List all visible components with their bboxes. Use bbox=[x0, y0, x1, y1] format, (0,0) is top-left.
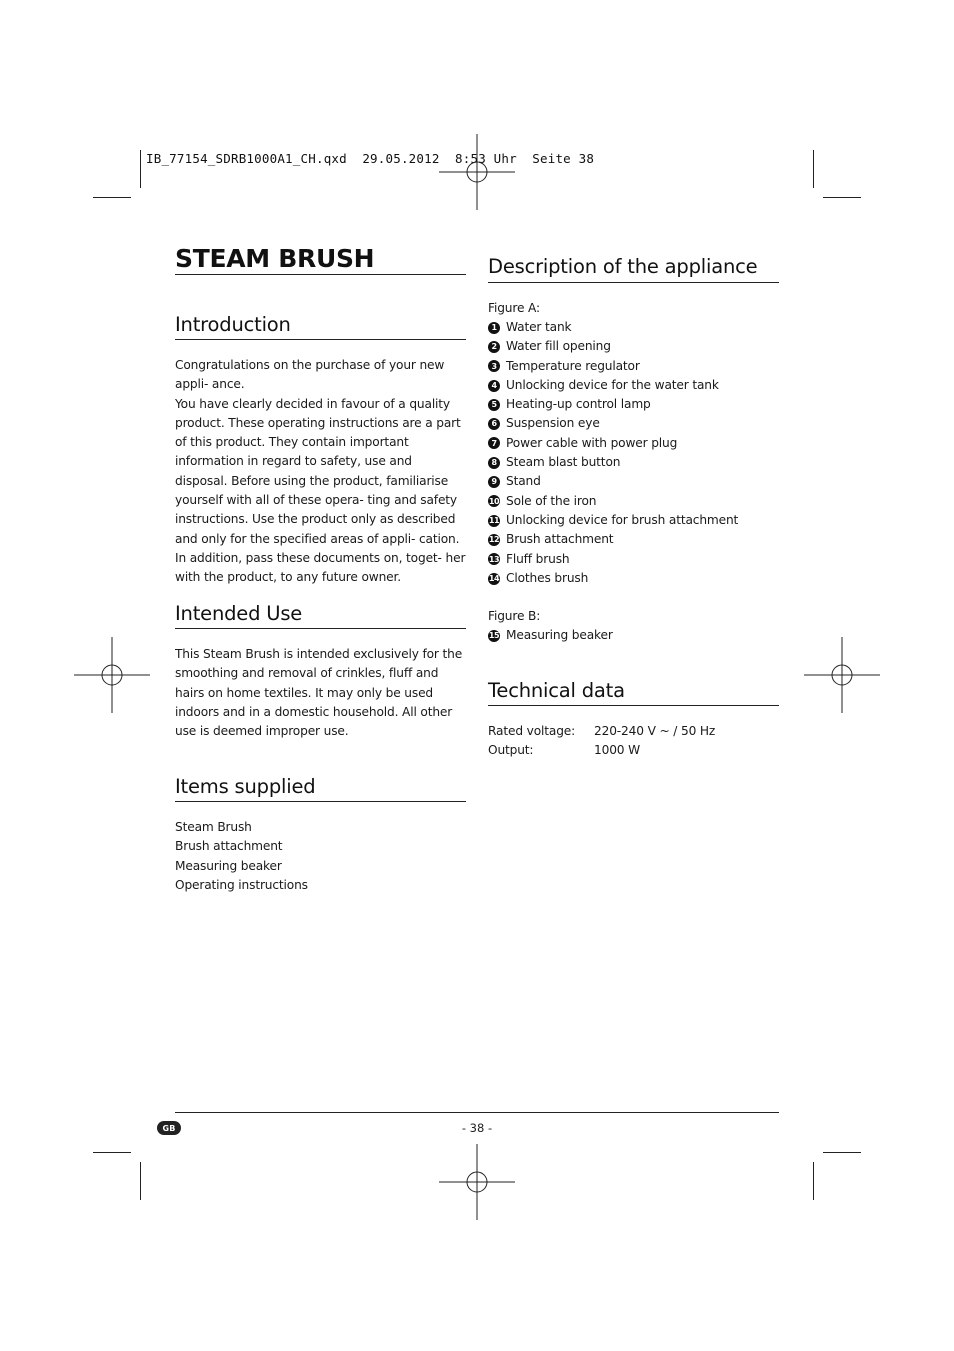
footer-rule bbox=[175, 1112, 779, 1113]
language-badge: GB bbox=[157, 1121, 181, 1135]
registration-mark-icon bbox=[439, 1144, 515, 1220]
part-label: Measuring beaker bbox=[506, 628, 613, 642]
description-heading: Description of the appliance bbox=[488, 255, 758, 278]
part-list-item bbox=[488, 550, 779, 569]
introduction-heading: Introduction bbox=[175, 313, 291, 336]
crop-mark bbox=[140, 1162, 141, 1200]
crop-mark bbox=[823, 197, 861, 198]
part-list-item bbox=[488, 434, 779, 453]
list-item: Measuring beaker bbox=[175, 858, 282, 873]
figure-a-parts-list bbox=[488, 318, 779, 588]
technical-data-row bbox=[488, 722, 779, 741]
technical-data-heading: Technical data bbox=[488, 679, 625, 702]
part-number-badge: 15 bbox=[488, 631, 500, 640]
part-list-item bbox=[488, 395, 779, 414]
part-number-badge: 3 bbox=[488, 360, 500, 372]
part-list-item bbox=[488, 453, 779, 472]
intended-use-rule bbox=[175, 628, 466, 629]
crop-mark bbox=[813, 1162, 814, 1200]
part-list-item bbox=[488, 376, 779, 395]
part-label: Sole of the iron bbox=[506, 493, 597, 508]
part-number-badge: 8 bbox=[488, 457, 500, 469]
crop-mark bbox=[823, 1152, 861, 1153]
part-list-item bbox=[488, 337, 779, 356]
intended-use-heading: Intended Use bbox=[175, 602, 303, 625]
part-label: Unlocking device for the water tank bbox=[506, 377, 719, 392]
part-label: Brush attachment bbox=[506, 532, 614, 547]
introduction-text bbox=[175, 356, 466, 588]
intended-use-text: This Steam Brush is intended exclusively for the smoothing and removal of crinkles, fluff and hairs on home textiles. It may only be used indoors and in a domestic household. All other use is deemed improper use. bbox=[175, 647, 463, 739]
description-rule bbox=[488, 282, 779, 283]
part-list-item bbox=[488, 511, 779, 530]
crop-mark bbox=[93, 1152, 131, 1153]
crop-mark bbox=[140, 150, 141, 188]
list-item: Steam Brush bbox=[175, 820, 252, 834]
technical-data-value: 220-240 V ~ / 50 Hz bbox=[594, 724, 716, 738]
part-number-badge: 10 bbox=[488, 496, 500, 506]
items-supplied-rule bbox=[175, 801, 466, 802]
part-list-item bbox=[488, 472, 779, 491]
items-supplied-list bbox=[175, 818, 466, 895]
part-label: Water tank bbox=[506, 320, 572, 334]
technical-data-value: 1000 W bbox=[594, 743, 641, 758]
technical-data-rule bbox=[488, 705, 779, 706]
introduction-paragraph: Congratulations on the purchase of your new appli- ance. bbox=[175, 358, 445, 392]
list-item: Brush attachment bbox=[175, 839, 283, 854]
part-list-item bbox=[488, 414, 779, 433]
title-rule bbox=[175, 274, 466, 275]
part-number-badge: 7 bbox=[488, 437, 500, 449]
part-list-item bbox=[488, 626, 779, 645]
technical-data-row bbox=[488, 741, 779, 760]
part-label: Fluff brush bbox=[506, 551, 570, 566]
part-number-badge: 4 bbox=[488, 380, 500, 392]
part-label: Temperature regulator bbox=[506, 358, 640, 373]
figure-b-label: Figure B: bbox=[488, 609, 541, 623]
part-number-badge: 5 bbox=[488, 399, 500, 411]
print-slug-line: IB_77154_SDRB1000A1_CH.qxd 29.05.2012 8:53 Uhr Seite 38 bbox=[146, 151, 595, 166]
part-number-badge: 1 bbox=[488, 322, 500, 334]
part-label: Heating-up control lamp bbox=[506, 397, 651, 412]
part-number-badge: 14 bbox=[488, 573, 500, 583]
part-number-badge: 12 bbox=[488, 535, 500, 545]
registration-mark-icon bbox=[74, 637, 150, 713]
list-item: Operating instructions bbox=[175, 877, 308, 892]
page-number: - 38 - bbox=[461, 1121, 493, 1135]
part-number-badge: 11 bbox=[488, 515, 500, 525]
figure-b-parts-list bbox=[488, 626, 779, 645]
crop-mark bbox=[93, 197, 131, 198]
part-list-item bbox=[488, 318, 779, 337]
part-list-item bbox=[488, 492, 779, 511]
part-label: Suspension eye bbox=[506, 416, 600, 431]
technical-data-table bbox=[488, 722, 779, 761]
crop-mark bbox=[813, 150, 814, 188]
part-number-badge: 2 bbox=[488, 341, 500, 353]
part-label: Steam blast button bbox=[506, 455, 621, 470]
part-number-badge: 9 bbox=[488, 476, 500, 488]
part-label: Power cable with power plug bbox=[506, 435, 678, 450]
part-list-item bbox=[488, 569, 779, 588]
part-label: Water fill opening bbox=[506, 339, 611, 354]
part-list-item bbox=[488, 357, 779, 376]
registration-mark-icon bbox=[439, 134, 515, 210]
figure-a-label: Figure A: bbox=[488, 301, 540, 315]
part-label: Clothes brush bbox=[506, 570, 589, 585]
registration-mark-icon bbox=[804, 637, 880, 713]
technical-data-label: Output: bbox=[488, 743, 534, 758]
technical-data-label: Rated voltage: bbox=[488, 724, 576, 738]
introduction-rule bbox=[175, 339, 466, 340]
part-number-badge: 13 bbox=[488, 554, 500, 564]
part-number-badge: 6 bbox=[488, 418, 500, 430]
part-label: Unlocking device for brush attachment bbox=[506, 512, 739, 527]
items-supplied-heading: Items supplied bbox=[175, 775, 316, 798]
introduction-paragraph: You have clearly decided in favour of a quality product. These operating instructions are a part of this product. They contain important information in regard to safety, use and disposal. Before using the product, familiarise yourself with all of these opera- ting and safety instructions. Use the product only as described and only for the specified areas of appli- cation. In addition, pass these documents on, toget- her with the product, to any future owner. bbox=[175, 396, 466, 585]
part-label: Stand bbox=[506, 474, 541, 489]
part-list-item bbox=[488, 530, 779, 549]
page-title: STEAM BRUSH bbox=[175, 244, 375, 273]
